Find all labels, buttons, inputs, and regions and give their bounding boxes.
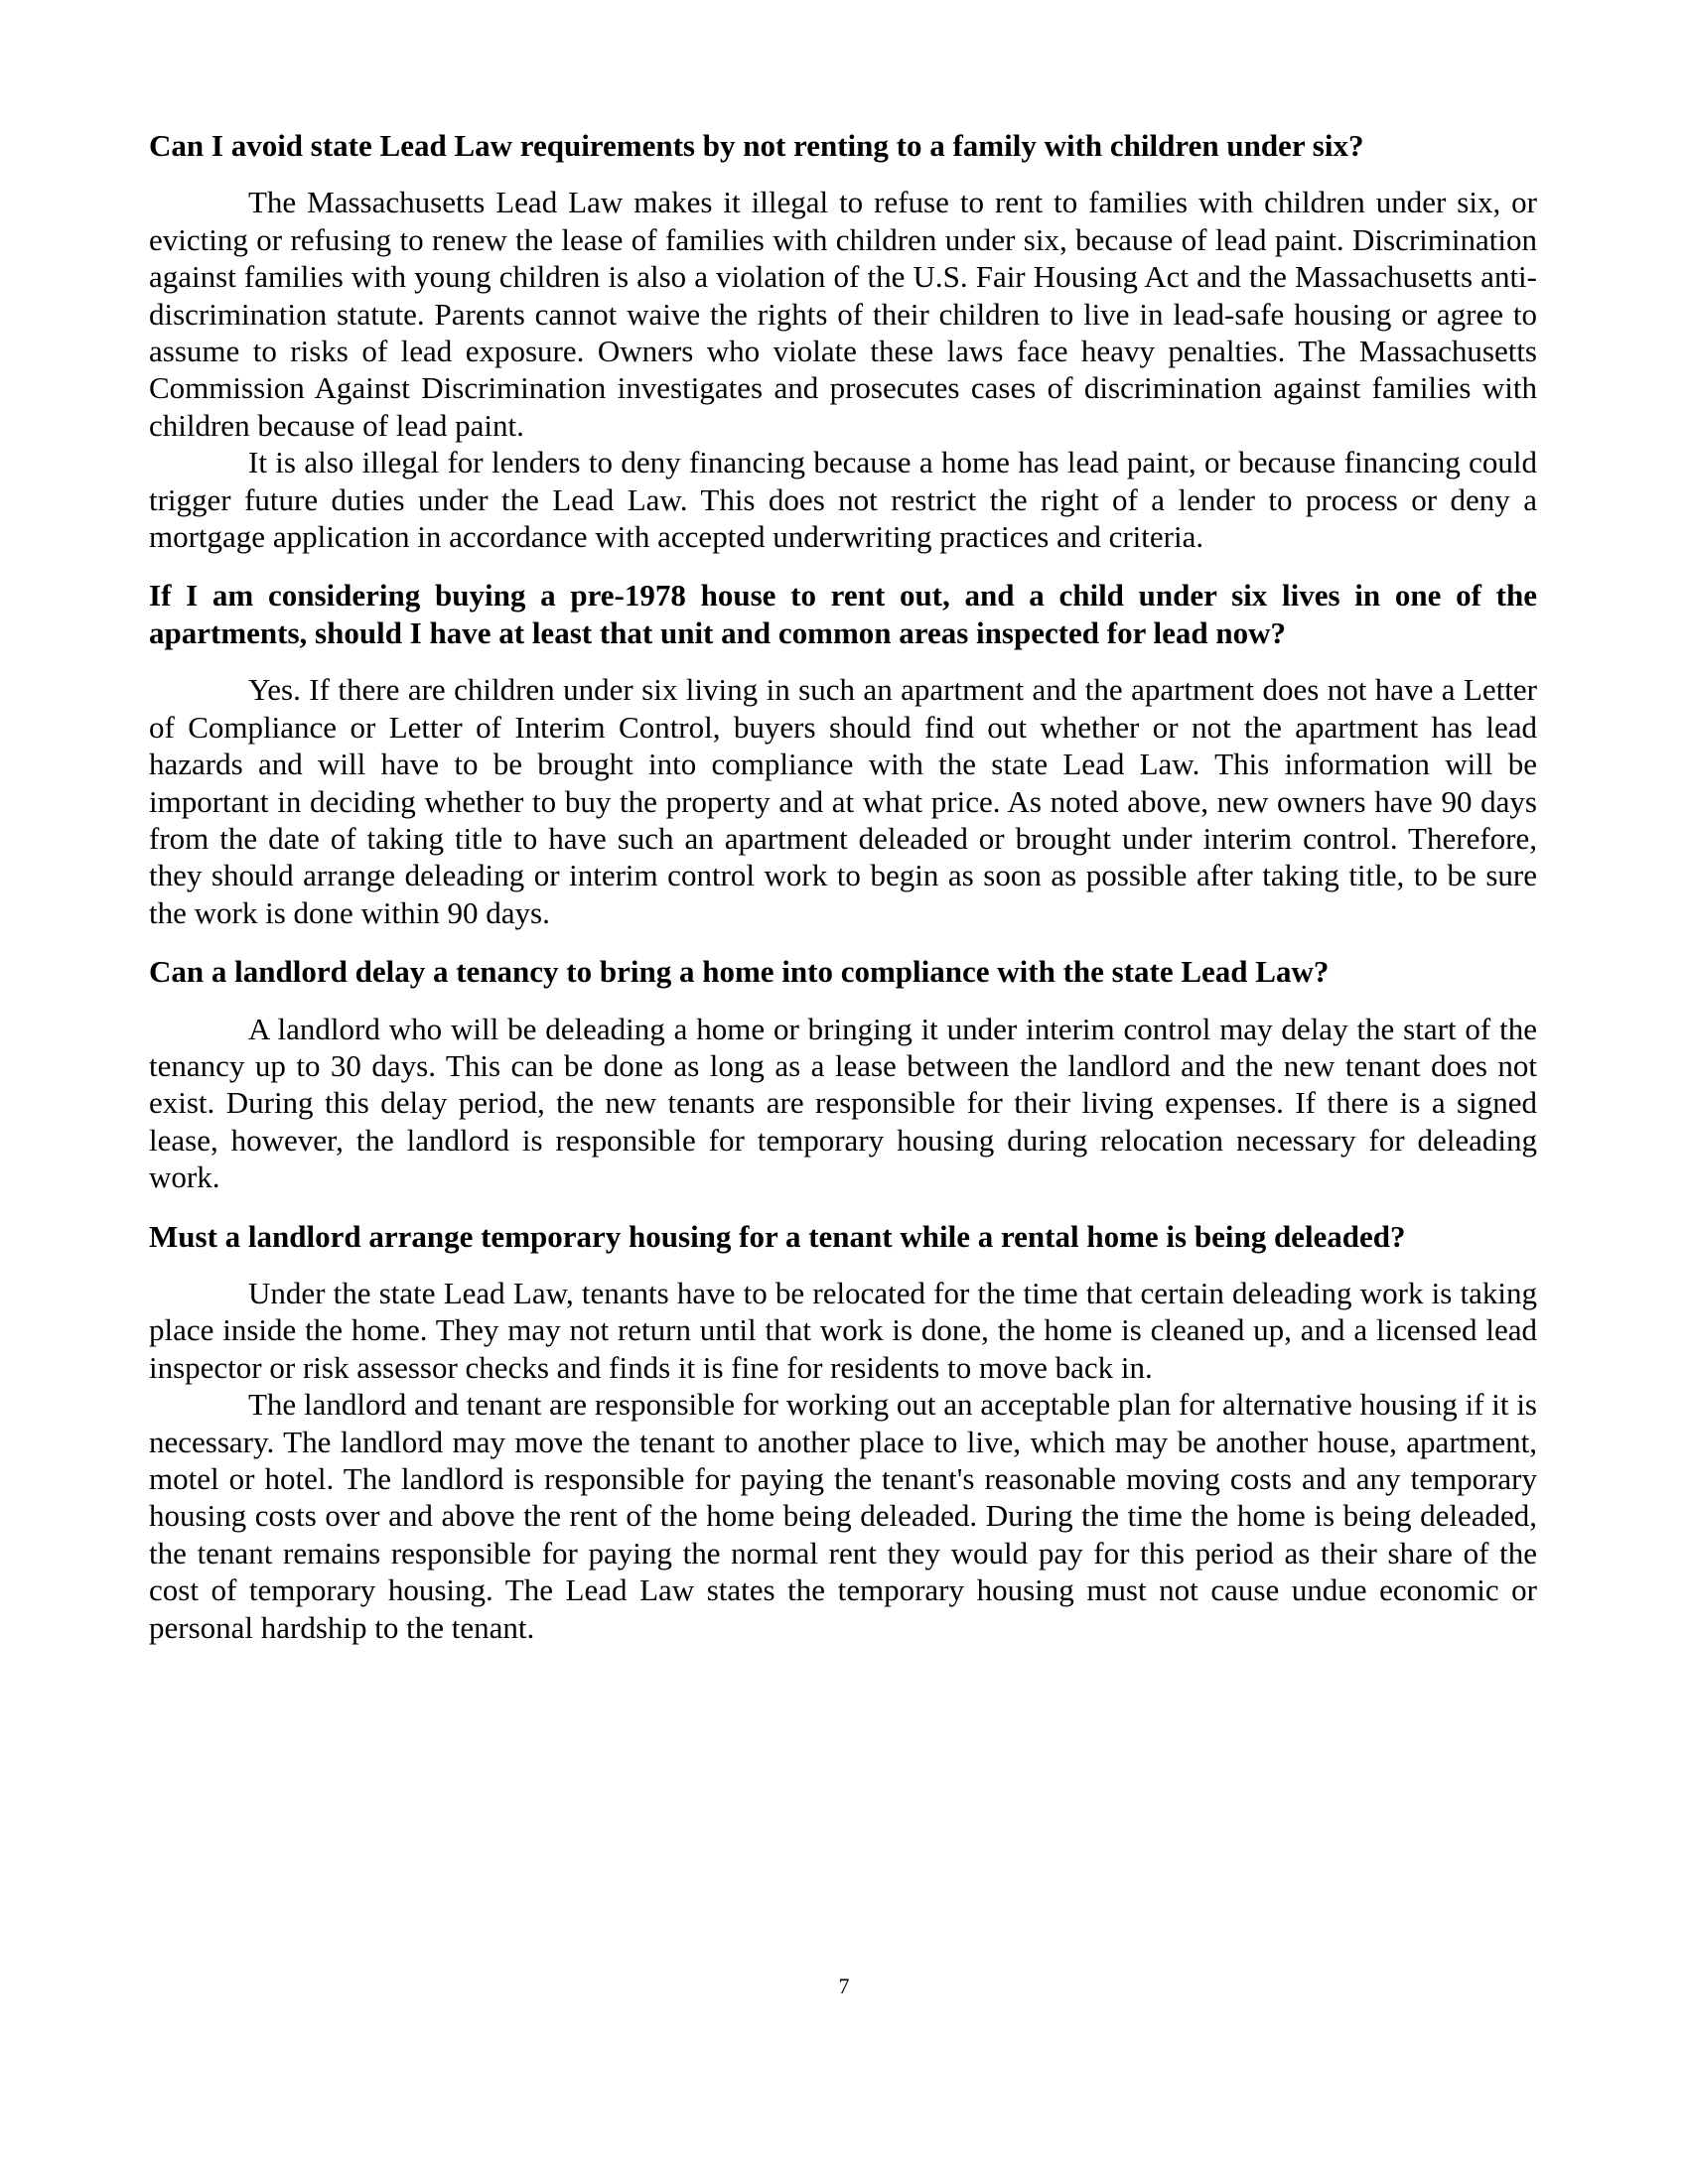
page-number: 7 (838, 1974, 850, 1998)
body-paragraph: The Massachusetts Lead Law makes it illegal to refuse to rent to families with children under six, or evicting or refusing to renew the lease of families with children under six, because of lead paint. Discrimination against families with young children is also a violation of the U.S. Fair Housing Act and the Massachusetts anti-discrimination statute. Parents cannot waive the rights of their children to live in lead-safe housing or agree to assume to risks of lead exposure. Owners who violate these laws face heavy penalties. The Massachusetts Commission Against Discrimination investigates and prosecutes cases of discrimination against families with children because of lead paint. (149, 185, 1537, 443)
qa-section-buying-house (149, 577, 1537, 931)
qa-section-delay-tenancy (149, 953, 1537, 1195)
section-heading: If I am considering buying a pre-1978 house to rent out, and a child under six lives in one of the apartments, should I have at least that unit and common areas inspected for lead now? (149, 578, 1537, 650)
section-heading: Must a landlord arrange temporary housing for a tenant while a rental home is being deleaded? (149, 1218, 1406, 1254)
document-body (149, 127, 1537, 1646)
qa-section-temporary-housing (149, 1218, 1537, 1646)
body-paragraph: It is also illegal for lenders to deny financing because a home has lead paint, or because financing could trigger future duties under the Lead Law. This does not restrict the right of a lender to process or deny a mortgage application in accordance with accepted underwriting practices and criteria. (149, 445, 1537, 555)
body-paragraph: A landlord who will be deleading a home or bringing it under interim control may delay the start of the tenancy up to 30 days. This can be done as long as a lease between the landlord and the new tenant does not exist. During this delay period, the new tenants are responsible for their living expenses. If there is a signed lease, however, the landlord is responsible for temporary housing during relocation necessary for deleading work. (149, 1011, 1537, 1195)
body-paragraph: Yes. If there are children under six living in such an apartment and the apartment does not have a Letter of Compliance or Letter of Interim Control, buyers should find out whether or not the apartment has lead hazards and will have to be brought into compliance with the state Lead Law. This information will be important in deciding whether to buy the property and at what price. As noted above, new owners have 90 days from the date of taking title to have such an apartment deleaded or brought under interim control. Therefore, they should arrange deleading or interim control work to begin as soon as possible after taking title, to be sure the work is done within 90 days. (149, 672, 1537, 930)
qa-section-renting-families (149, 127, 1537, 555)
body-paragraph: The landlord and tenant are responsible for working out an acceptable plan for alternative housing if it is necessary. The landlord may move the tenant to another place to live, which may be another house, apartment, motel or hotel. The landlord is responsible for paying the tenant's reasonable moving costs and any temporary housing costs over and above the rent of the home being deleaded. During the time the home is being deleaded, the tenant remains responsible for paying the normal rent they would pay for this period as their share of the cost of temporary housing. The Lead Law states the temporary housing must not cause undue economic or personal hardship to the tenant. (149, 1387, 1537, 1645)
section-heading: Can a landlord delay a tenancy to bring a home into compliance with the state Lead Law? (149, 954, 1330, 990)
section-heading: Can I avoid state Lead Law requirements by not renting to a family with children under six? (149, 128, 1364, 163)
body-paragraph: Under the state Lead Law, tenants have to be relocated for the time that certain deleading work is taking place inside the home. They may not return until that work is done, the home is cleaned up, and a licensed lead inspector or risk assessor checks and finds it is fine for residents to move back in. (149, 1275, 1537, 1385)
